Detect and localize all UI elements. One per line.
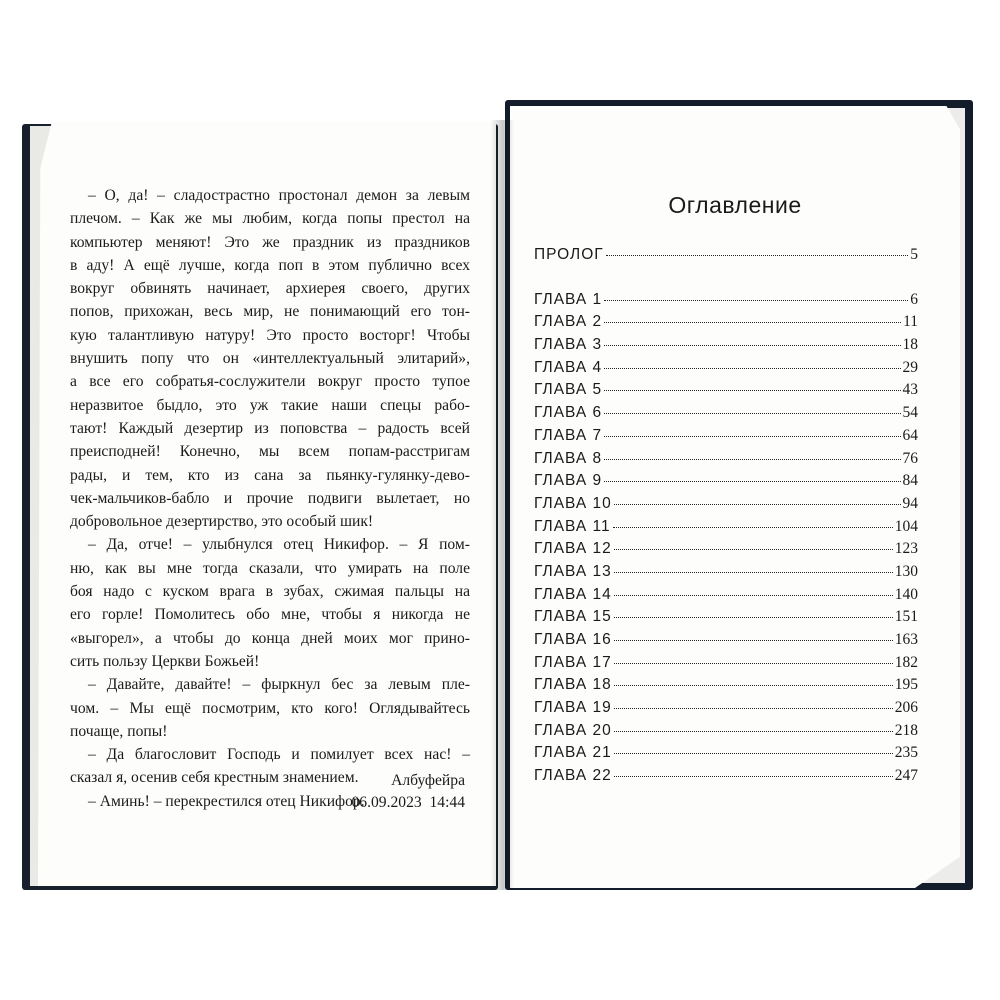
toc-entry-page: 182 <box>894 653 918 671</box>
toc-dot-leader <box>614 708 893 709</box>
toc-entry-page: 130 <box>894 562 918 580</box>
toc-entry <box>534 540 918 563</box>
toc-entry-label: ГЛАВА 7 <box>534 426 603 444</box>
toc-dot-leader <box>604 390 900 391</box>
toc-entry <box>534 359 918 382</box>
toc-entry <box>534 291 918 314</box>
toc-entry-label: ГЛАВА 6 <box>534 404 603 422</box>
text-line: чом. – Мы ещё посмотрим, кто кого! Оглядывайтесь <box>70 699 470 717</box>
toc-entry <box>534 404 918 427</box>
toc-entry-page: 123 <box>894 540 918 558</box>
toc-entry-page: 64 <box>902 426 918 444</box>
text-line: в аду! А ещё лучше, когда поп в этом публично всех <box>70 256 470 274</box>
toc-dot-leader <box>614 549 893 550</box>
toc-entry <box>534 518 918 541</box>
toc-entry-label: ГЛАВА 11 <box>534 517 611 535</box>
text-line: – Аминь! – перекрестился отец Никифор. <box>88 792 365 810</box>
toc-entry-page: 195 <box>894 676 918 694</box>
toc-dot-leader <box>614 776 893 777</box>
toc-entry <box>534 631 918 654</box>
toc-entry-page: 140 <box>894 585 918 603</box>
toc-entry-page: 54 <box>902 404 918 422</box>
text-line: – О, да! – сладострастно простонал демон за левым <box>88 187 470 204</box>
toc-entry-label: ГЛАВА 16 <box>534 631 612 648</box>
text-line: преисподней! Конечно, мы всем попам-расстригам <box>70 443 470 461</box>
text-line: его горле! Помолитесь обо мне, чтобы я никогда не <box>70 606 470 624</box>
toc-entry <box>534 676 918 699</box>
text-line: ню, как вы мне тогда сказали, что умирать на поле <box>70 559 470 577</box>
toc-title: Оглавление <box>668 192 802 218</box>
toc-entry-page: 104 <box>894 517 918 535</box>
toc-entry <box>534 722 918 745</box>
toc-dot-leader <box>614 640 893 641</box>
toc-entry-label: ГЛАВА 14 <box>534 585 612 603</box>
toc-entry <box>534 563 918 586</box>
text-line: боя надо с куском врага в зубах, сжимая пальцы на <box>70 583 470 601</box>
toc-entry-label: ГЛАВА 19 <box>534 699 612 717</box>
text-line: тают! Каждый дезертир из поповства – радость всей <box>70 419 470 437</box>
text-line: кую талантливую натуру! Это просто восторг! Чтобы <box>70 326 470 344</box>
toc-entry-label: ГЛАВА 1 <box>534 290 603 308</box>
toc-entry <box>534 450 918 473</box>
toc-entry <box>534 381 918 404</box>
text-line: «выгорел», а чтобы до конца дней моих мог прино- <box>70 629 470 647</box>
toc-entry-label: ГЛАВА 8 <box>534 449 603 467</box>
toc-entry-label: ГЛАВА 9 <box>534 472 603 490</box>
toc-entry-label: ГЛАВА 13 <box>534 562 612 580</box>
toc-dot-leader <box>614 617 893 618</box>
toc-entry-label: ГЛАВА 21 <box>534 744 612 762</box>
toc-dot-leader <box>614 595 893 596</box>
toc-entry-page: 18 <box>902 336 918 354</box>
toc-entry-label: ГЛАВА 22 <box>534 767 612 785</box>
book-gutter <box>490 120 514 890</box>
toc-entry <box>534 313 918 336</box>
toc-dot-leader <box>604 345 900 346</box>
text-line: чек-мальчиков-бабло и прочие подвиги вылетает, но <box>70 489 470 507</box>
toc-dot-leader <box>614 685 893 686</box>
toc-dot-leader <box>614 572 893 573</box>
toc-dot-leader <box>614 753 893 754</box>
toc-entry-page: 151 <box>894 608 918 626</box>
toc-entry-page: 29 <box>902 358 918 376</box>
toc-dot-leader <box>604 368 900 369</box>
text-line: рады, и тем, кто из сана за пьянку-гулянку-дево- <box>70 466 470 484</box>
toc-entry-page: 6 <box>910 290 918 308</box>
toc-entry-page: 247 <box>894 767 918 785</box>
text-line: добровольное дезертирство, это особый шик! <box>70 513 374 531</box>
toc-dot-leader <box>614 731 893 732</box>
text-line: сказал я, осенив себя крестным знамением. <box>70 769 359 787</box>
text-line: сить пользу Церкви Божьей! <box>70 652 260 670</box>
toc-dot-leader <box>614 663 893 664</box>
toc-entry <box>534 586 918 609</box>
toc-dot-leader <box>604 481 900 482</box>
toc-entry <box>534 699 918 722</box>
toc-entry-label: ГЛАВА 4 <box>534 358 603 376</box>
text-line: – Давайте, давайте! – фыркнул бес за левым пле- <box>88 676 470 694</box>
toc-entry-label: ГЛАВА 3 <box>534 336 603 354</box>
toc-entry-label: ГЛАВА 15 <box>534 608 612 626</box>
toc-dot-leader <box>606 255 909 256</box>
text-line: – Да благословит Господь и помилует всех нас! – <box>88 746 470 764</box>
toc-entry <box>534 472 918 495</box>
signature-time: 14:44 <box>429 794 465 811</box>
toc-entry-label: ГЛАВА 12 <box>534 540 612 558</box>
toc-entry-page: 84 <box>902 472 918 490</box>
text-line: попов, прихожан, весь мир, не понимающий его тон- <box>70 303 470 321</box>
text-line: компьютер меняют! Это же праздник из праздников <box>70 233 470 251</box>
toc-entry <box>534 427 918 450</box>
toc-entry <box>534 495 918 518</box>
toc-entry-page: 5 <box>910 246 918 263</box>
text-line: внушить попу что он «интеллектуальный элитарий», <box>70 350 470 368</box>
toc-entry-label: ГЛАВА 20 <box>534 721 612 739</box>
toc-entry-label: ГЛАВА 2 <box>534 313 603 331</box>
signature-block <box>300 770 465 814</box>
toc-dot-leader <box>604 300 908 301</box>
signature-place: Албуфейра <box>391 772 465 789</box>
toc-entry-label: ГЛАВА 18 <box>534 676 612 694</box>
toc-entry-page: 94 <box>902 494 918 512</box>
text-line: плечом. – Как же мы любим, когда попы престол на <box>70 210 470 228</box>
text-line: неразвитое быдло, это уж такие наши спецы рабо- <box>70 396 470 414</box>
toc-dot-leader <box>604 436 900 437</box>
toc-dot-leader <box>604 459 900 460</box>
toc-dot-leader <box>614 504 901 505</box>
toc-entry <box>534 246 918 269</box>
toc-dot-leader <box>604 322 901 323</box>
signature-date: 06.09.2023 <box>351 794 422 811</box>
toc-entry <box>534 608 918 631</box>
toc-entry-label: ГЛАВА 10 <box>534 494 612 512</box>
toc-entry-page: 218 <box>894 721 918 739</box>
toc-entry-label: ГЛАВА 17 <box>534 653 612 671</box>
text-line: а все его собратья-сослужители вокруг просто тупое <box>70 373 470 391</box>
toc-entry-page: 235 <box>894 744 918 762</box>
text-line: почаще, попы! <box>70 722 168 740</box>
table-of-contents <box>534 246 918 790</box>
text-line: – Да, отче! – улыбнулся отец Никифор. – Я пом- <box>88 536 470 554</box>
toc-entry-label: ПРОЛОГ <box>534 246 604 263</box>
toc-entry-page: 76 <box>902 449 918 467</box>
text-line: вокруг обвинять начинает, архиерея своего, других <box>70 280 470 298</box>
left-page-text <box>70 184 470 813</box>
toc-entry-page: 11 <box>903 313 918 331</box>
signature-datetime <box>300 792 465 814</box>
toc-dot-leader <box>613 527 893 528</box>
toc-entry-label: ГЛАВА 5 <box>534 381 603 399</box>
toc-entry-page: 206 <box>894 699 918 717</box>
toc-entry-page: 163 <box>894 631 918 648</box>
toc-dot-leader <box>604 413 900 414</box>
toc-entry <box>534 654 918 677</box>
toc-entry <box>534 767 918 790</box>
toc-entry-page: 43 <box>902 381 918 399</box>
toc-entry <box>534 744 918 767</box>
toc-entry <box>534 336 918 359</box>
